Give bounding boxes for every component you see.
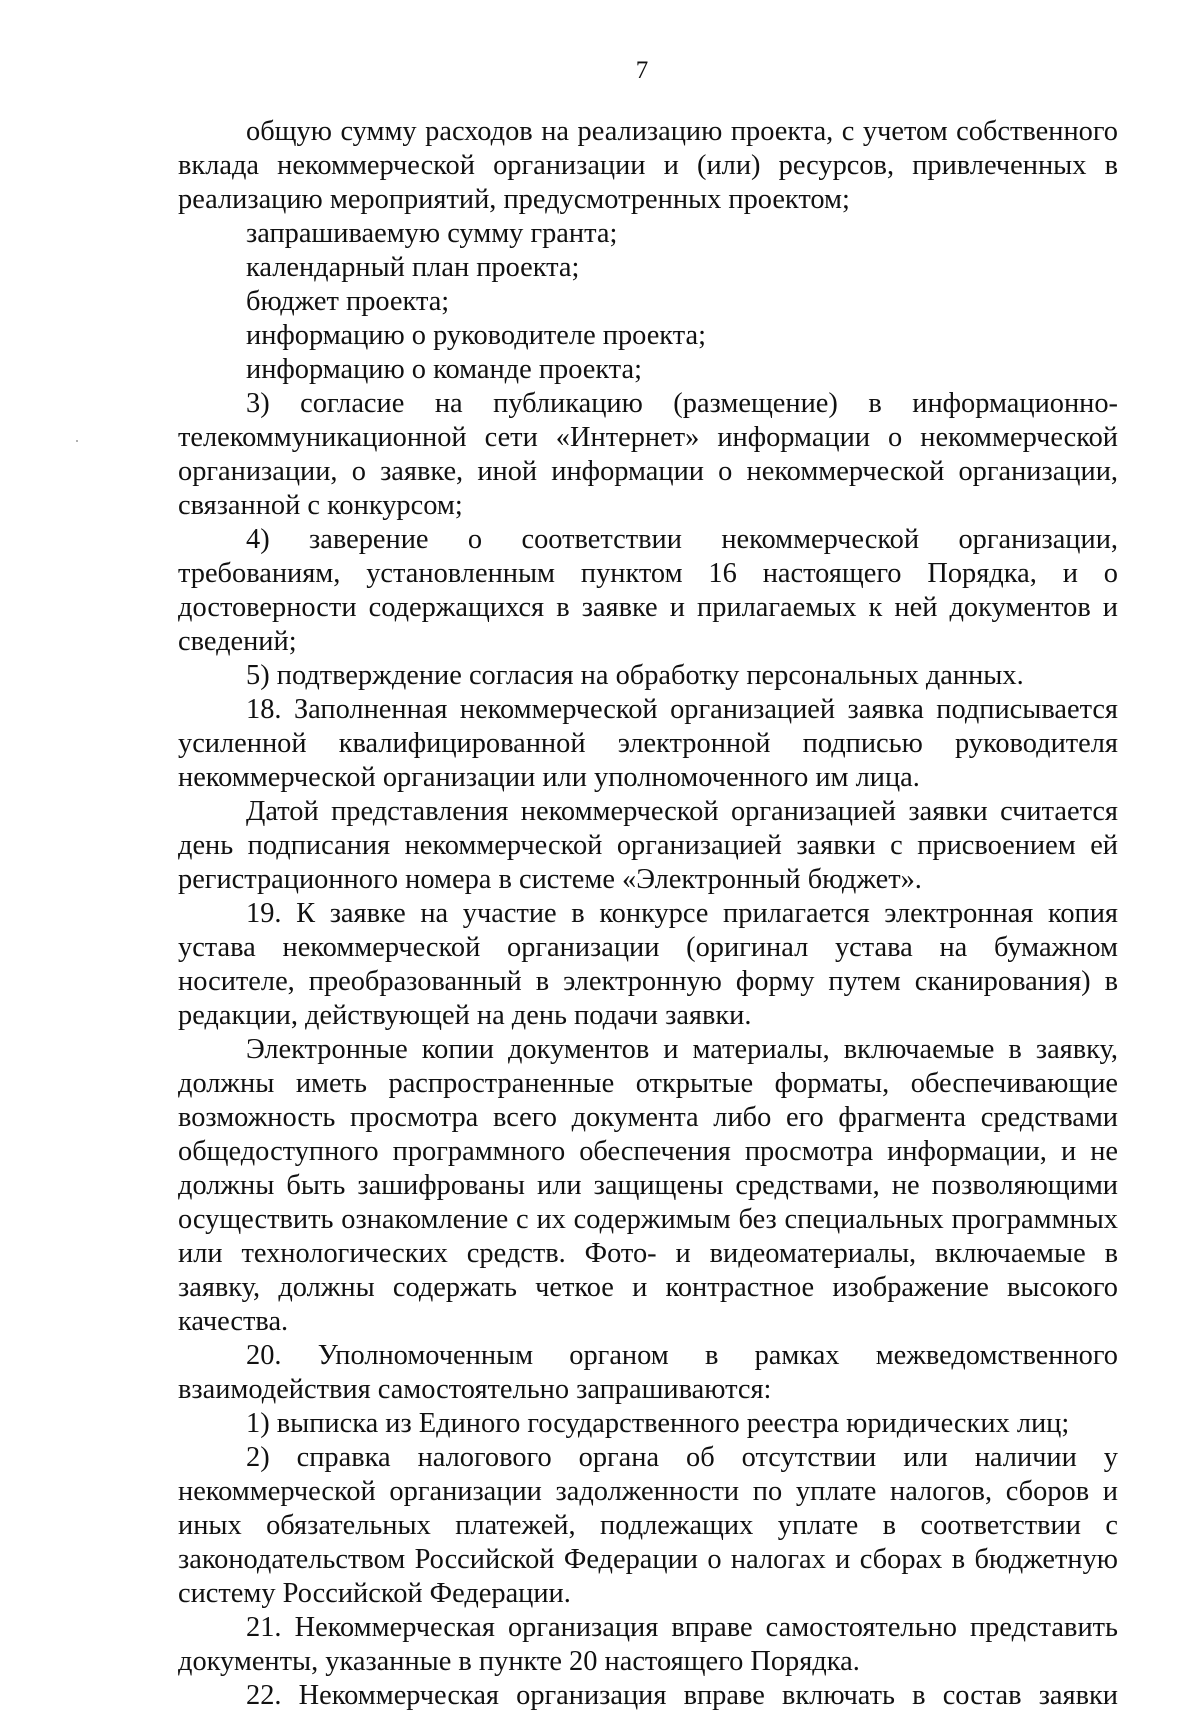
paragraph: общую сумму расходов на реализацию проекта, с учетом собственного вклада некоммерческой организации и (или) ресурсов, привлеченных в реализацию мероприятий, предусмотренных проектом; [178, 116, 1118, 215]
paragraph: бюджет проекта; [246, 286, 450, 317]
paragraph: 21. Некоммерческая организация вправе самостоятельно представить документы, указанные в пункте 20 настоящего Порядка. [178, 1612, 1118, 1677]
paragraph: 1) выписка из Единого государственного реестра юридических лиц; [246, 1408, 1070, 1439]
paragraph: Электронные копии документов и материалы, включаемые в заявку, должны иметь распространенные открытые форматы, обеспечивающие возможность просмотра всего документа либо его фрагмента средствами общедоступного программного обеспечения просмотра информации, и не должны быть зашифрованы или защищены средствами, не позволяющими осуществить ознакомление с их содержимым без специальных программных или технологических средств. Фото- и видеоматериалы, включаемые в заявку, должны содержать четкое и контрастное изображение высокого качества. [178, 1034, 1118, 1337]
scan-speck [76, 440, 78, 442]
paragraph: 18. Заполненная некоммерческой организацией заявка подписывается усиленной квалифицированной электронной подписью руководителя некоммерческой организации или уполномоченного им лица. [178, 694, 1118, 793]
paragraph: 5) подтверждение согласия на обработку персональных данных. [246, 660, 1024, 691]
paragraph: информацию о команде проекта; [246, 354, 643, 385]
paragraph: календарный план проекта; [246, 252, 580, 283]
document-body [178, 115, 1118, 1713]
page-number: 7 [635, 57, 649, 84]
paragraph: 2) справка налогового органа об отсутствии или наличии у некоммерческой организации задолженности по уплате налогов, сборов и иных обязательных платежей, подлежащих уплате в соответствии с законодательством Российской Федерации о налогах и сборах в бюджетную систему Российской Федерации. [178, 1442, 1118, 1609]
paragraph: информацию о руководителе проекта; [246, 320, 706, 351]
paragraph: 19. К заявке на участие в конкурсе прилагается электронная копия устава некоммерческой организации (оригинал устава на бумажном носителе, преобразованный в электронную форму путем сканирования) в редакции, действующей на день подачи заявки. [178, 898, 1118, 1031]
paragraph: 20. Уполномоченным органом в рамках межведомственного взаимодействия самостоятельно запрашиваются: [178, 1340, 1118, 1405]
paragraph: 4) заверение о соответствии некоммерческой организации, требованиям, установленным пунктом 16 настоящего Порядка, и о достоверности содержащихся в заявке и прилагаемых к ней документов и сведений; [178, 524, 1118, 657]
paragraph: 22. Некоммерческая организация вправе включать в состав заявки [246, 1680, 1118, 1711]
paragraph: запрашиваемую сумму гранта; [246, 218, 618, 249]
paragraph: 3) согласие на публикацию (размещение) в информационно-телекоммуникационной сети «Интернет» информации о некоммерческой организации, о заявке, иной информации о некоммерческой организации, связанной с конкурсом; [178, 388, 1118, 521]
paragraph: Датой представления некоммерческой организацией заявки считается день подписания некоммерческой организацией заявки с присвоением ей регистрационного номера в системе «Электронный бюджет». [178, 796, 1118, 895]
